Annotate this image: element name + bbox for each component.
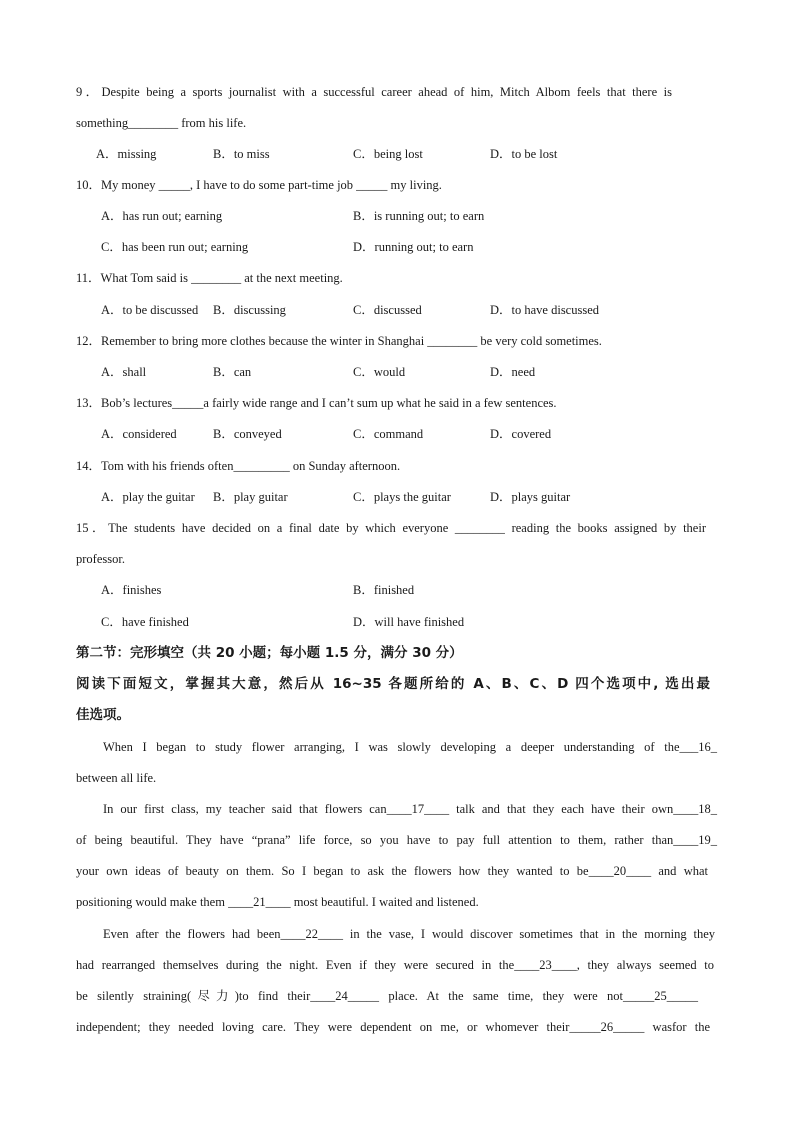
q15-stem-line1: 15．The students have decided on a final date by which everyone ________ reading the books assigned by their (76, 521, 706, 535)
passage-line-10: independent; they needed loving care. They were dependent on me, or whomever their_____26_____ wasfor the (76, 1020, 710, 1034)
q9-stem-line2: something________ from his life. (76, 116, 247, 130)
passage-line-1: When I began to study flower arranging, I was slowly developing a deeper understanding of the___16_ (103, 740, 717, 754)
q11-option-a: A．to be discussed (101, 303, 199, 317)
q13-option-c: C．command (353, 427, 424, 441)
q13-option-a: A．considered (101, 427, 177, 441)
q9-option-c: C．being lost (353, 147, 423, 161)
passage-line-8: had rearranged themselves during the night. Even if they were secured in the____23____, they always seemed to (76, 958, 714, 972)
q11-option-c: C．discussed (353, 303, 422, 317)
q9-option-d: D．to be lost (490, 147, 558, 161)
section-instruction-line1: 阅读下面短文，掌握其大意，然后从 16~35 各题所给的 A、B、C、D 四个选项中, 选出最 (76, 676, 710, 692)
q13-option-b: B．conveyed (213, 427, 282, 441)
q12-option-c: C．would (353, 365, 406, 379)
q11-option-d: D．to have discussed (490, 303, 600, 317)
q10-option-b: B．is running out; to earn (353, 209, 485, 223)
q10-option-c: C．has been run out; earning (101, 240, 249, 254)
q15-option-b: B．finished (353, 583, 415, 597)
q9-option-b: B．to miss (213, 147, 270, 161)
q9-option-a: A．missing (96, 147, 157, 161)
passage-line-2: between all life. (76, 771, 157, 785)
q10-option-d: D．running out; to earn (353, 240, 474, 254)
q14-option-d: D．plays guitar (490, 490, 571, 504)
q13-stem: 13．Bob’s lectures_____a fairly wide range and I can’t sum up what he said in a few sentences. (76, 396, 557, 410)
q15-option-c: C．have finished (101, 615, 189, 629)
section-heading: 第二节：完形填空（共 20 小题；每小题 1.5 分，满分 30 分） (76, 645, 463, 661)
passage-line-6: positioning would make them ____21____ most beautiful. I waited and listened. (76, 895, 479, 909)
passage-line-9: be silently straining(尽力)to find their____24_____ place. At the same time, they were not_____25_____ (76, 989, 698, 1003)
q15-option-a: A．finishes (101, 583, 162, 597)
q15-stem-line2: professor. (76, 552, 125, 566)
q14-option-c: C．plays the guitar (353, 490, 451, 504)
q14-option-b: B．play guitar (213, 490, 288, 504)
q12-option-a: A．shall (101, 365, 147, 379)
q11-stem: 11．What Tom said is ________ at the next meeting. (76, 271, 343, 285)
q11-option-b: B．discussing (213, 303, 286, 317)
passage-line-7: Even after the flowers had been____22____ in the vase, I would discover sometimes that in the morning they (103, 927, 715, 941)
q12-option-b: B．can (213, 365, 252, 379)
passage-line-3: In our first class, my teacher said that flowers can____17____ talk and that they each have their own____18_ (103, 802, 717, 816)
q10-stem: 10．My money _____, I have to do some part-time job _____ my living. (76, 178, 442, 192)
section-instruction-line2: 佳选项。 (76, 707, 130, 723)
passage-line-5: your own ideas of beauty on them. So I began to ask the flowers how they wanted to be____20____ and what (76, 864, 708, 878)
passage-line-4: of being beautiful. They have “prana” life force, so you have to pay full attention to them, rather than____19_ (76, 833, 717, 847)
q10-option-a: A．has run out; earning (101, 209, 223, 223)
q12-stem: 12．Remember to bring more clothes because the winter in Shanghai ________ be very cold sometimes. (76, 334, 602, 348)
q14-stem: 14．Tom with his friends often_________ on Sunday afternoon. (76, 459, 401, 473)
q14-option-a: A．play the guitar (101, 490, 195, 504)
q13-option-d: D．covered (490, 427, 552, 441)
q15-option-d: D．will have finished (353, 615, 465, 629)
q12-option-d: D．need (490, 365, 536, 379)
q9-stem-line1: 9．Despite being a sports journalist with a successful career ahead of him, Mitch Albom feels that there is (76, 85, 672, 99)
